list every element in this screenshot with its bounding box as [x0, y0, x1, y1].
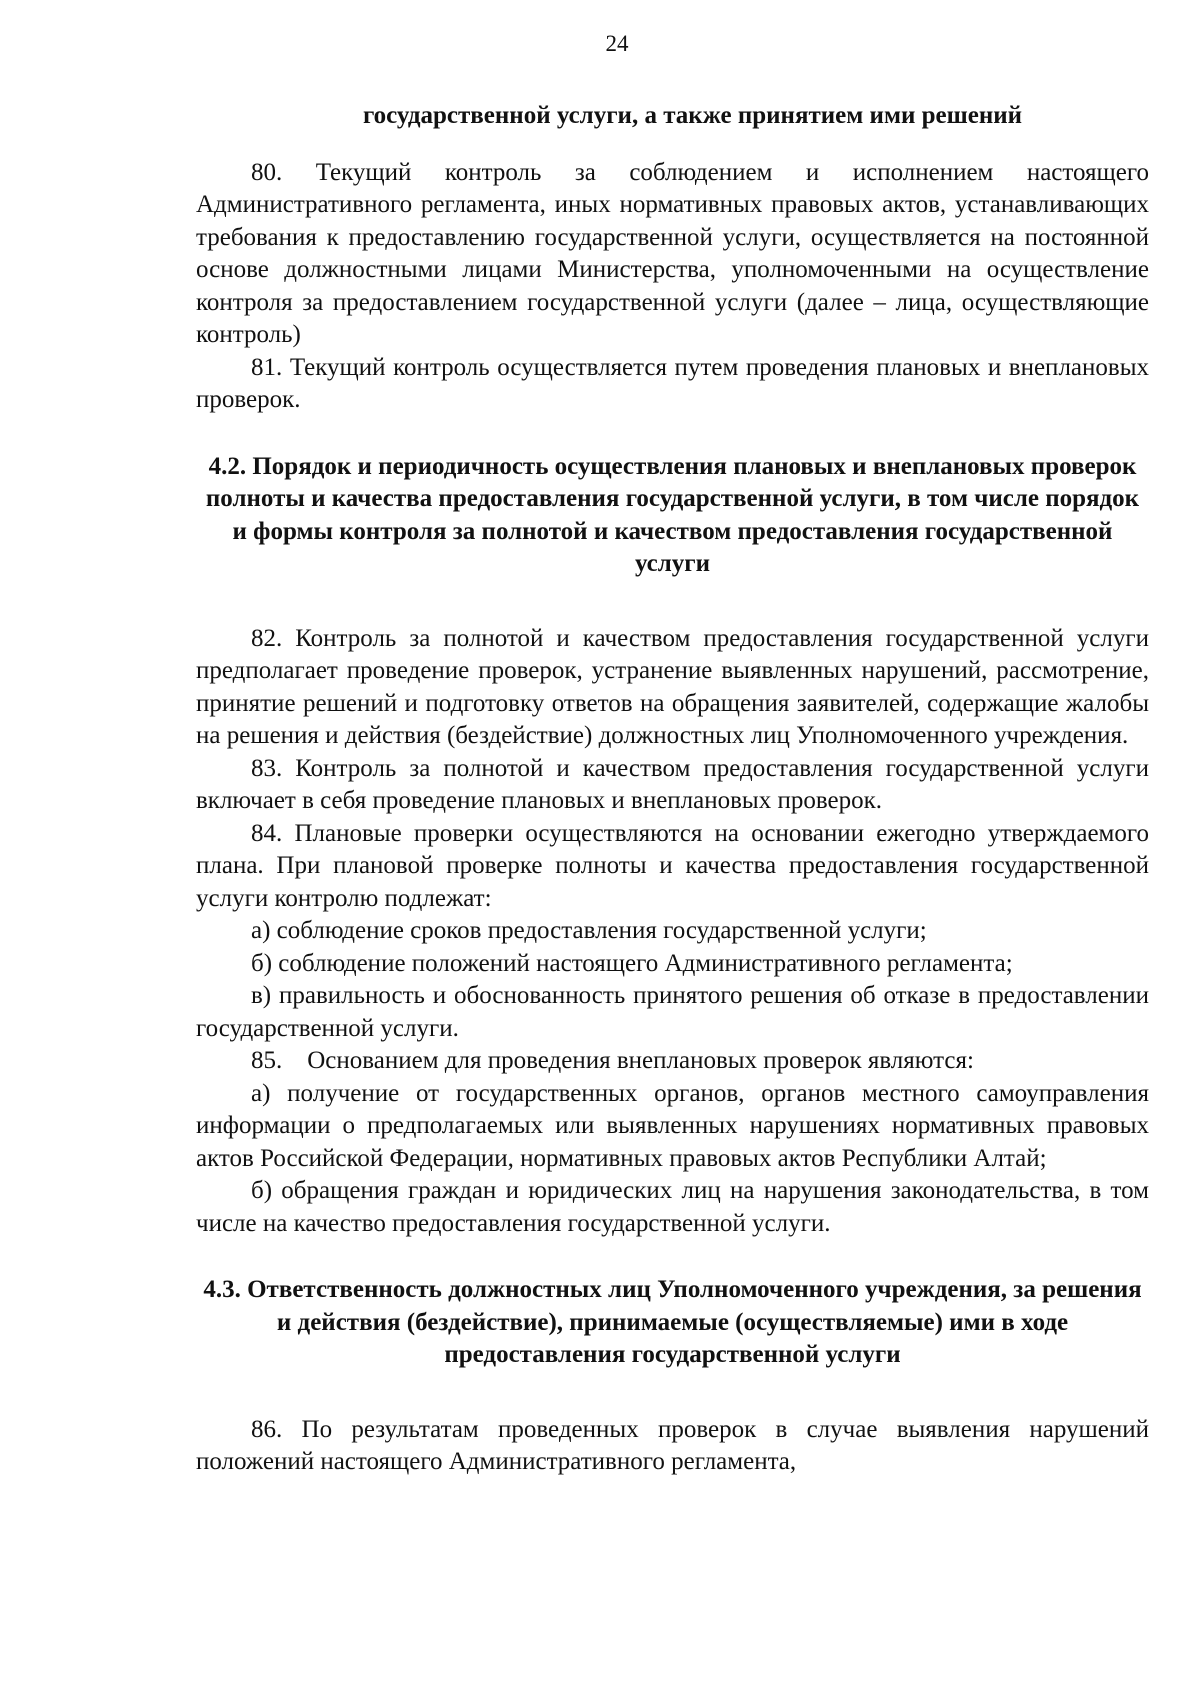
- paragraph-86: 86. По результатам проведенных проверок в случае выявления нарушений положений настоящего Административного регламента,: [196, 1415, 1149, 1475]
- section-heading-continuation: государственной услуги, а также принятием ими решений: [362, 102, 1023, 129]
- list-item-84a: а) соблюдение сроков предоставления государственной услуги;: [251, 917, 927, 944]
- list-item-85a: а) получение от государственных органов, органов местного самоуправления информации о предполагаемых или выявленных нарушениях нормативных правовых актов Российской Федерации, нормативных правовых актов Республики Алтай;: [196, 1079, 1149, 1172]
- section-heading-4-3: 4.3. Ответственность должностных лиц Уполномоченного учреждения, за решения и действия (бездействие), принимаемые (осуществляемые) ими в ходе предоставления государственной услуги: [203, 1276, 1142, 1368]
- page-number: 24: [605, 31, 629, 56]
- spacer: [196, 1240, 1149, 1274]
- document-body: [196, 100, 1149, 1479]
- paragraph-80: 80. Текущий контроль за соблюдением и исполнением настоящего Административного регламента, иных нормативных правовых актов, устанавливающих требования к предоставлению государственной услуги, осуществляется на постоянной основе должностными лицами Министерства, уполномоченными на осуществление контроля за предоставлением государственной услуги (далее – лица, осуществляющие контроль): [196, 158, 1149, 348]
- paragraph-83: 83. Контроль за полнотой и качеством предоставления государственной услуги включает в себя проведение плановых и внеплановых проверок.: [196, 754, 1149, 814]
- paragraph-84: 84. Плановые проверки осуществляются на основании ежегодно утверждаемого плана. При плановой проверке полноты и качества предоставления государственной услуги контролю подлежат:: [196, 819, 1149, 912]
- section-heading-4-2: 4.2. Порядок и периодичность осуществления плановых и внеплановых проверок полноты и качества предоставления государственной услуги, в том числе порядок и формы контроля за полнотой и качеством предоставления государственной услуги: [205, 452, 1140, 577]
- list-item-84b: б) соблюдение положений настоящего Административного регламента;: [251, 949, 1013, 977]
- spacer: [196, 133, 1149, 157]
- spacer: [196, 581, 1149, 623]
- list-item-85b: б) обращения граждан и юридических лиц на нарушения законодательства, в том числе на качество предоставления государственной услуги.: [196, 1177, 1149, 1237]
- spacer: [196, 1372, 1149, 1414]
- paragraph-85: 85. Основанием для проведения внеплановых проверок являются:: [251, 1047, 974, 1074]
- paragraph-82: 82. Контроль за полнотой и качеством предоставления государственной услуги предполагает проведение проверок, устранение выявленных нарушений, рассмотрение, принятие решений и подготовку ответов на обращения заявителей, содержащие жалобы на решения и действия (бездействие) должностных лиц Уполномоченного учреждения.: [196, 624, 1149, 749]
- list-item-84v: в) правильность и обоснованность принятого решения об отказе в предоставлении государственной услуги.: [196, 982, 1149, 1042]
- spacer: [196, 417, 1149, 451]
- paragraph-81: 81. Текущий контроль осуществляется путем проведения плановых и внеплановых проверок.: [196, 353, 1149, 413]
